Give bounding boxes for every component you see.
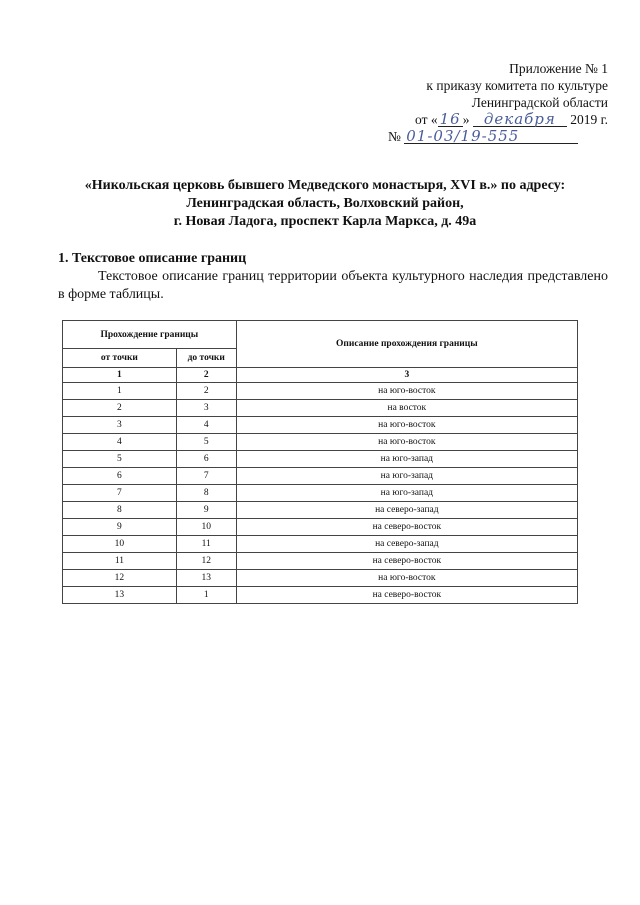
cell-from: 5 <box>63 451 177 468</box>
section-heading: 1. Текстовое описание границ <box>58 251 247 266</box>
cell-description: на северо-восток <box>236 553 577 570</box>
table-row <box>63 553 578 570</box>
cell-description: на северо-запад <box>236 502 577 519</box>
cell-to: 2 <box>176 383 236 400</box>
header-passage: Прохождение границы <box>63 321 237 349</box>
table-row <box>63 417 578 434</box>
cell-from: 13 <box>63 587 177 604</box>
cell-from: 3 <box>63 417 177 434</box>
table-row <box>63 570 578 587</box>
appendix-date <box>348 111 608 128</box>
cell-to: 5 <box>176 434 236 451</box>
title-line2: Ленинградская область, Волховский район, <box>186 196 464 211</box>
table-row <box>63 451 578 468</box>
date-day: 16 <box>439 110 461 128</box>
appendix-line2: к приказу комитета по культуре <box>426 78 608 93</box>
table-row <box>63 434 578 451</box>
col-number-3: 3 <box>236 368 577 383</box>
appendix-line1: Приложение № 1 <box>509 61 608 76</box>
cell-from: 4 <box>63 434 177 451</box>
col-number-2: 2 <box>176 368 236 383</box>
table-row <box>63 519 578 536</box>
cell-from: 2 <box>63 400 177 417</box>
boundary-table <box>62 320 578 604</box>
date-mid: » <box>462 112 470 127</box>
appendix-number <box>348 128 608 145</box>
cell-from: 12 <box>63 570 177 587</box>
table-row <box>63 383 578 400</box>
table-row <box>63 536 578 553</box>
cell-to: 12 <box>176 553 236 570</box>
appendix-block <box>348 60 608 145</box>
cell-from: 8 <box>63 502 177 519</box>
section-paragraph: Текстовое описание границ территории объекта культурного наследия представлено в форме таблицы. <box>58 269 608 302</box>
table-row <box>63 468 578 485</box>
cell-description: на юго-восток <box>236 434 577 451</box>
col-number-1: 1 <box>63 368 177 383</box>
cell-description: на юго-восток <box>236 383 577 400</box>
cell-description: на юго-восток <box>236 417 577 434</box>
cell-to: 11 <box>176 536 236 553</box>
cell-from: 7 <box>63 485 177 502</box>
cell-to: 9 <box>176 502 236 519</box>
cell-from: 1 <box>63 383 177 400</box>
cell-description: на северо-восток <box>236 519 577 536</box>
cell-to: 1 <box>176 587 236 604</box>
title-line3: г. Новая Ладога, проспект Карла Маркса, д. 49а <box>173 214 477 229</box>
cell-to: 4 <box>176 417 236 434</box>
cell-to: 10 <box>176 519 236 536</box>
cell-description: на юго-запад <box>236 485 577 502</box>
header-to: до точки <box>176 349 236 368</box>
cell-description: на юго-восток <box>236 570 577 587</box>
table-row <box>63 485 578 502</box>
date-year: 2019 г. <box>570 112 608 127</box>
date-month: декабря <box>473 112 567 127</box>
title-line1: «Никольская церковь бывшего Медведского монастыря, XVI в.» по адресу: <box>84 178 566 193</box>
number-prefix: № <box>388 129 401 144</box>
cell-to: 8 <box>176 485 236 502</box>
cell-from: 6 <box>63 468 177 485</box>
header-from: от точки <box>63 349 177 368</box>
cell-to: 7 <box>176 468 236 485</box>
cell-description: на юго-запад <box>236 451 577 468</box>
number-value: 01-03/19-555 <box>404 129 578 144</box>
cell-from: 9 <box>63 519 177 536</box>
cell-description: на юго-запад <box>236 468 577 485</box>
cell-to: 3 <box>176 400 236 417</box>
cell-description: на северо-восток <box>236 587 577 604</box>
document-title <box>40 177 610 231</box>
appendix-line3: Ленинградской области <box>471 95 608 110</box>
table-row <box>63 400 578 417</box>
cell-from: 11 <box>63 553 177 570</box>
header-description: Описание прохождения границы <box>236 321 577 368</box>
table-row <box>63 502 578 519</box>
date-prefix: от « <box>415 112 438 127</box>
cell-from: 10 <box>63 536 177 553</box>
cell-description: на северо-запад <box>236 536 577 553</box>
column-number-row <box>63 368 578 383</box>
cell-description: на восток <box>236 400 577 417</box>
table-row <box>63 587 578 604</box>
cell-to: 13 <box>176 570 236 587</box>
cell-to: 6 <box>176 451 236 468</box>
